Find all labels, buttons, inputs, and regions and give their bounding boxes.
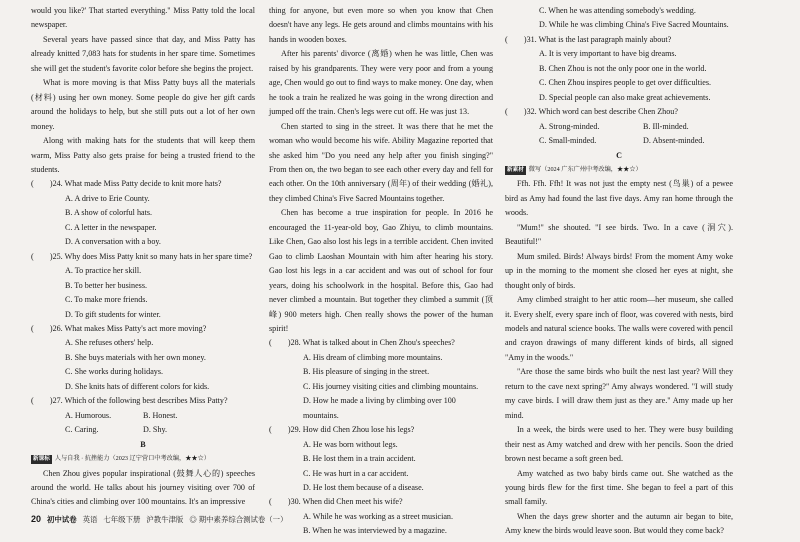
- option: A. A drive to Erie County.: [65, 193, 150, 203]
- question-24: ( )24. What made Miss Patty decide to knit more hats?: [31, 179, 222, 189]
- page-number: 20: [31, 514, 42, 524]
- option-row: [31, 423, 255, 437]
- option: D. A conversation with a boy.: [65, 237, 161, 247]
- option-row: [505, 134, 733, 148]
- question-32: ( )32. Which word can best describe Chen Zhou?: [505, 107, 678, 117]
- option: A. She refuses others' help.: [65, 338, 154, 348]
- option: D. To gift students for winter.: [65, 309, 161, 319]
- edition: 沪教牛津版: [146, 515, 184, 524]
- question-31: ( )31. What is the last paragraph mainly about?: [505, 34, 672, 44]
- question-30: ( )30. When did Chen meet his wife?: [269, 497, 403, 507]
- option-row: [505, 120, 733, 134]
- option: D. While he was climbing China's Five Sacred Mountains.: [539, 20, 729, 30]
- option: A. Strong-minded.: [539, 121, 600, 131]
- option: C. Small-minded.: [539, 136, 597, 146]
- question-27: ( )27. Which of the following best describes Miss Patty?: [31, 396, 228, 406]
- option: A. He was born without legs.: [303, 439, 398, 449]
- grade: 七年级下册: [103, 515, 141, 524]
- option: C. Chen Zhou inspires people to get over difficulties.: [539, 78, 712, 88]
- paragraph: "Are those the same birds who built the nest last year? Will they return to the cave next spring?" Amy always wondered. "I will study my cave birds. I will draw them just as they are." Amy made up her mind.: [505, 367, 733, 420]
- paragraph: Along with making hats for the students that will keep them warm, Miss Patty also gets praise for being a trusted friend to the students.: [31, 136, 255, 174]
- paragraph: Chen has become a true inspiration for people. In 2016 he encouraged the 11-year-old boy, Gao Zhiyu, to climb mountains. Like Chen, Gao also lost his legs in a terrible accident. Chen invited Gao to climb Laoshan Mountain with him after hearing his story. Gao lost his legs in a car accident and was out of school for four years, doing his schoolwork in the hospital. Before this, Gao had never climbed a mountain. But together they climbed a summit (顶峰) 900 meters high. Chen really shows the power of the human spirit!: [269, 208, 493, 333]
- paragraph: thing for anyone, but even more so when you know that Chen doesn't have any legs. He gets around and climbs mountains with his hands in wooden boxes.: [269, 6, 493, 44]
- option: B. When he was interviewed by a magazine.: [303, 526, 447, 536]
- option: B. To better her business.: [65, 280, 148, 290]
- option: D. Shy.: [143, 425, 167, 435]
- option: C. When he was attending somebody's wedding.: [539, 6, 696, 15]
- paragraph: Amy watched as two baby birds came out. She watched as the young birds flew for the first time. She began to feel a part of this small family.: [505, 468, 733, 507]
- section-heading-b: B: [140, 439, 146, 449]
- page-footer: [31, 514, 287, 525]
- option: A. To practice her skill.: [65, 266, 142, 276]
- option: D. She knits hats of different colors for kids.: [65, 381, 210, 391]
- paragraph: In a week, the birds were used to her. They were busy building their nest as Amy watched and drew with her pencils. Soon the dried brown nest became a soft green bed.: [505, 425, 733, 464]
- option: B. She buys materials with her own money.: [65, 352, 206, 362]
- subject: 英语: [82, 515, 98, 524]
- paragraph: When the days grew shorter and the autumn air began to bite, Amy knew the birds would leave soon. But would they come back?: [505, 511, 733, 536]
- banner-tag: 新素材: [507, 166, 524, 173]
- option: B. He lost them in a train accident.: [303, 454, 416, 464]
- option: D. How he made a living by climbing over 100 mountains.: [303, 396, 456, 420]
- question-26: ( )26. What makes Miss Patty's act more moving?: [31, 323, 207, 333]
- option: B. Honest.: [143, 410, 178, 420]
- option: B. A show of colorful hats.: [65, 208, 153, 218]
- paragraph: What is more moving is that Miss Patty buys all the materials (材料) using her own money. Some people do give her gift cards around the holidays to help, but she still puts out a lot of her own money.: [31, 78, 255, 131]
- question-28: ( )28. What is talked about in Chen Zhou's speeches?: [269, 338, 455, 348]
- paragraph: Chen started to sing in the street. It was there that he met the woman who would become his wife. Ability Magazine reported that she asked him "Do you need any help after you finish singing?" From then on, the two began to see each other every day and fell for each other. On the 10th anniversary (周年) of their wedding (婚礼), they climbed China's Five Sacred Mountains together.: [269, 121, 493, 203]
- paragraph: Chen Zhou gives popular inspirational (鼓舞人心的) speeches around the world. He talks about his journey visiting over 700 of China's cities and climbing over 100 mountains. It's an impressive: [31, 468, 255, 507]
- paragraph: "Mum!" she shouted. "I see birds. Two. In a cave (洞穴). Beautiful!": [505, 222, 733, 247]
- banner-text: 人与自我 · 抗挫能力（2023 辽宁营口中考改编，★★☆）: [54, 455, 210, 463]
- option: C. His journey visiting cities and climbing mountains.: [303, 381, 479, 391]
- paragraph: Mum smiled. Birds! Always birds! From the moment Amy woke up in the morning to the moment she closed her eyes at night, she thought only of birds.: [505, 251, 733, 290]
- test-title: ◎ 期中素养综合测试卷（一）: [189, 515, 288, 524]
- column-middle: [269, 4, 493, 539]
- option: A. It is very important to have big dreams.: [539, 49, 677, 59]
- option: B. Ill-minded.: [643, 121, 689, 131]
- paragraph: Ffh. Ffh. Ffh! It was not just the empty nest (鸟巢) of a pewee bird as Amy had found the last five days. Amy ran home through the woods.: [505, 179, 733, 218]
- option: D. Special people can also make great achievements.: [539, 92, 711, 102]
- option: D. Absent-minded.: [643, 136, 705, 146]
- paragraph: would you like?' That started everything." Miss Patty told the local newspaper.: [31, 6, 255, 30]
- option: D. He lost them because of a disease.: [303, 482, 424, 492]
- option: C. Caring.: [65, 425, 99, 435]
- column-left: [31, 4, 255, 510]
- paragraph: After his parents' divorce (离婚) when he was little, Chen was raised by his grandparents. They were very poor and from a young age, Chen would go out to find ways to make money. One day, when he took a train he realized he was going in the wrong direction and jumped off the train. Chen's legs were cut off. He was just 13.: [269, 49, 493, 117]
- book-name: 初中试卷: [47, 515, 77, 524]
- option: C. She works during holidays.: [65, 367, 164, 377]
- option: A. Humorous.: [65, 410, 112, 420]
- option: B. Chen Zhou is not the only poor one in the world.: [539, 63, 707, 73]
- option: C. He was hurt in a car accident.: [303, 468, 409, 478]
- question-29: ( )29. How did Chen Zhou lose his legs?: [269, 425, 415, 435]
- section-banner: [505, 163, 733, 177]
- paragraph: Amy climbed straight to her attic room—her museum, she called it. Every shelf, every spare inch of floor, was covered with nests, bird models and natural science books. The walls were covered with pencil and crayon drawings of many different kinds of birds, all signed "Amy in the woods.": [505, 295, 733, 362]
- paragraph: Several years have passed since that day, and Miss Patty has already knitted 7,083 hats for students in her spare time. Sometimes she will get the student's favorite color before she begins the project.: [31, 34, 255, 73]
- option: A. While he was working as a street musician.: [303, 511, 453, 521]
- banner-text: 微写（2024 广东广州中考改编，★★☆）: [528, 165, 642, 173]
- question-25: ( )25. Why does Miss Patty knit so many hats in her spare time?: [31, 251, 253, 261]
- column-right: [505, 4, 733, 539]
- section-heading-c: C: [616, 150, 622, 160]
- option: A. His dream of climbing more mountains.: [303, 352, 443, 362]
- option: C. A letter in the newspaper.: [65, 222, 157, 232]
- option: C. To make more friends.: [65, 295, 148, 305]
- option-row: [31, 409, 255, 423]
- option: B. His pleasure of singing in the street.: [303, 367, 430, 377]
- banner-tag: 新课标: [33, 455, 50, 462]
- section-banner: [31, 452, 255, 466]
